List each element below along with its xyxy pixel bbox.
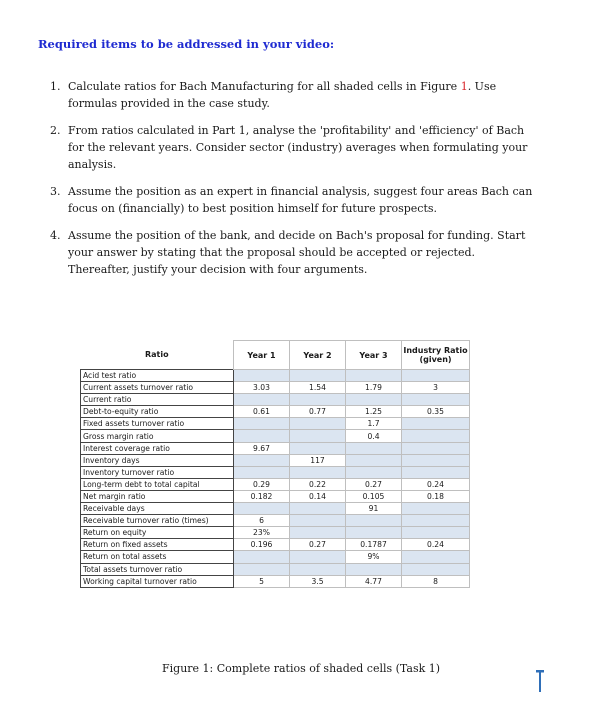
shaded-cell	[234, 454, 290, 466]
shaded-cell	[402, 418, 470, 430]
value-cell: 0.18	[402, 490, 470, 502]
value-cell: 4.77	[346, 575, 402, 587]
shaded-cell	[234, 551, 290, 563]
ratio-name-cell: Debt-to-equity ratio	[81, 406, 234, 418]
task-text: From ratios calculated in Part 1, analyse the 'profitability' and 'efficiency' of Bach for the relevant years. Consider sector (industry) averages when formulating your analysis.	[68, 124, 528, 171]
shaded-cell	[290, 370, 346, 382]
shaded-cell	[290, 442, 346, 454]
task-text: . Use formulas provided in the case study.	[68, 80, 497, 110]
table-row	[81, 442, 470, 454]
ratio-name-cell: Return on fixed assets	[81, 539, 234, 551]
table-row	[81, 454, 470, 466]
figure-caption: Figure 1: Complete ratios of shaded cells (Task 1)	[162, 662, 441, 675]
shaded-cell	[290, 466, 346, 478]
shaded-cell	[402, 454, 470, 466]
shaded-cell	[234, 418, 290, 430]
shaded-cell	[290, 503, 346, 515]
shaded-cell	[234, 466, 290, 478]
column-header-industry-ratio: Industry Ratio (given)	[402, 341, 470, 370]
table-row	[81, 418, 470, 430]
ratio-name-cell: Inventory days	[81, 454, 234, 466]
table-header-row	[81, 341, 470, 370]
shaded-cell	[346, 394, 402, 406]
value-cell: 0.77	[290, 406, 346, 418]
value-cell: 0.22	[290, 478, 346, 490]
table-row	[81, 430, 470, 442]
value-cell: 0.24	[402, 478, 470, 490]
task-text: Assume the position as an expert in financial analysis, suggest four areas Bach can focus on (financially) to best position himself for future prospects.	[68, 185, 533, 215]
value-cell: 1.79	[346, 382, 402, 394]
ratio-name-cell: Receivable turnover ratio (times)	[81, 515, 234, 527]
shaded-cell	[290, 551, 346, 563]
shaded-cell	[234, 430, 290, 442]
shaded-cell	[346, 454, 402, 466]
value-cell: 0.4	[346, 430, 402, 442]
table-row	[81, 551, 470, 563]
ratio-name-cell: Fixed assets turnover ratio	[81, 418, 234, 430]
table-row	[81, 370, 470, 382]
value-cell: 0.182	[234, 490, 290, 502]
ratio-name-cell: Gross margin ratio	[81, 430, 234, 442]
task-number: 2.	[50, 124, 61, 137]
value-cell: 23%	[234, 527, 290, 539]
task-number: 3.	[50, 185, 61, 198]
value-cell: 0.29	[234, 478, 290, 490]
table-row	[81, 406, 470, 418]
shaded-cell	[290, 418, 346, 430]
shaded-cell	[402, 551, 470, 563]
value-cell: 0.61	[234, 406, 290, 418]
shaded-cell	[402, 442, 470, 454]
table-body	[81, 370, 470, 588]
value-cell: 9%	[346, 551, 402, 563]
table-row	[81, 515, 470, 527]
shaded-cell	[346, 466, 402, 478]
shaded-cell	[402, 370, 470, 382]
ratio-name-cell: Interest coverage ratio	[81, 442, 234, 454]
value-cell: 0.105	[346, 490, 402, 502]
shaded-cell	[234, 394, 290, 406]
column-header-year-3: Year 3	[346, 341, 402, 370]
ratio-name-cell: Current ratio	[81, 394, 234, 406]
value-cell: 9.67	[234, 442, 290, 454]
table-row	[81, 490, 470, 502]
shaded-cell	[402, 503, 470, 515]
value-cell: 0.35	[402, 406, 470, 418]
shaded-cell	[402, 430, 470, 442]
ratio-name-cell: Receivable days	[81, 503, 234, 515]
shaded-cell	[402, 527, 470, 539]
ratio-name-cell: Inventory turnover ratio	[81, 466, 234, 478]
task-number: 1.	[50, 80, 61, 93]
value-cell: 3.5	[290, 575, 346, 587]
table-row	[81, 563, 470, 575]
value-cell: 0.1787	[346, 539, 402, 551]
task-list	[50, 78, 540, 288]
shaded-cell	[234, 563, 290, 575]
shaded-cell	[346, 370, 402, 382]
shaded-cell	[346, 563, 402, 575]
ratio-name-cell: Acid test ratio	[81, 370, 234, 382]
shaded-cell	[346, 527, 402, 539]
shaded-cell	[402, 394, 470, 406]
shaded-cell	[290, 394, 346, 406]
shaded-cell	[402, 466, 470, 478]
figure-reference-link[interactable]: 1	[460, 80, 468, 93]
shaded-cell	[402, 515, 470, 527]
shaded-cell	[234, 370, 290, 382]
task-text: Calculate ratios for Bach Manufacturing for all shaded cells in Figure	[68, 80, 461, 93]
table-row	[81, 382, 470, 394]
value-cell: 117	[290, 454, 346, 466]
shaded-cell	[290, 430, 346, 442]
shaded-cell	[290, 527, 346, 539]
ratio-name-cell: Long-term debt to total capital	[81, 478, 234, 490]
value-cell: 0.196	[234, 539, 290, 551]
shaded-cell	[290, 563, 346, 575]
text-cursor-icon	[536, 670, 544, 692]
table-row	[81, 503, 470, 515]
value-cell: 1.7	[346, 418, 402, 430]
ratio-name-cell: Return on total assets	[81, 551, 234, 563]
shaded-cell	[234, 503, 290, 515]
shaded-cell	[346, 515, 402, 527]
ratio-table	[80, 340, 470, 588]
value-cell: 91	[346, 503, 402, 515]
table-row	[81, 527, 470, 539]
table-row	[81, 466, 470, 478]
value-cell: 0.27	[290, 539, 346, 551]
shaded-cell	[290, 515, 346, 527]
value-cell: 3.03	[234, 382, 290, 394]
ratio-name-cell: Current assets turnover ratio	[81, 382, 234, 394]
column-header-ratio: Ratio	[144, 350, 169, 360]
table-row	[81, 539, 470, 551]
column-header-year-1: Year 1	[234, 341, 290, 370]
task-item-1	[50, 78, 540, 112]
task-item-2	[50, 122, 540, 173]
ratio-name-cell: Total assets turnover ratio	[81, 563, 234, 575]
value-cell: 1.54	[290, 382, 346, 394]
value-cell: 5	[234, 575, 290, 587]
ratio-name-cell: Working capital turnover ratio	[81, 575, 234, 587]
value-cell: 0.27	[346, 478, 402, 490]
table-row	[81, 575, 470, 587]
task-number: 4.	[50, 229, 61, 242]
ratio-name-cell: Return on equity	[81, 527, 234, 539]
value-cell: 3	[402, 382, 470, 394]
column-header-year-2: Year 2	[290, 341, 346, 370]
task-item-3	[50, 183, 540, 217]
ratio-name-cell: Net margin ratio	[81, 490, 234, 502]
value-cell: 1.25	[346, 406, 402, 418]
value-cell: 0.24	[402, 539, 470, 551]
shaded-cell	[402, 563, 470, 575]
value-cell: 8	[402, 575, 470, 587]
task-text: Assume the position of the bank, and decide on Bach's proposal for funding. Start your answer by stating that the proposal should be accepted or rejected. Thereafter, justify your decision with four arguments.	[68, 229, 526, 276]
shaded-cell	[346, 442, 402, 454]
table-row	[81, 394, 470, 406]
task-item-4	[50, 227, 540, 278]
value-cell: 6	[234, 515, 290, 527]
table-row	[81, 478, 470, 490]
page-heading: Required items to be addressed in your video:	[38, 37, 335, 51]
value-cell: 0.14	[290, 490, 346, 502]
